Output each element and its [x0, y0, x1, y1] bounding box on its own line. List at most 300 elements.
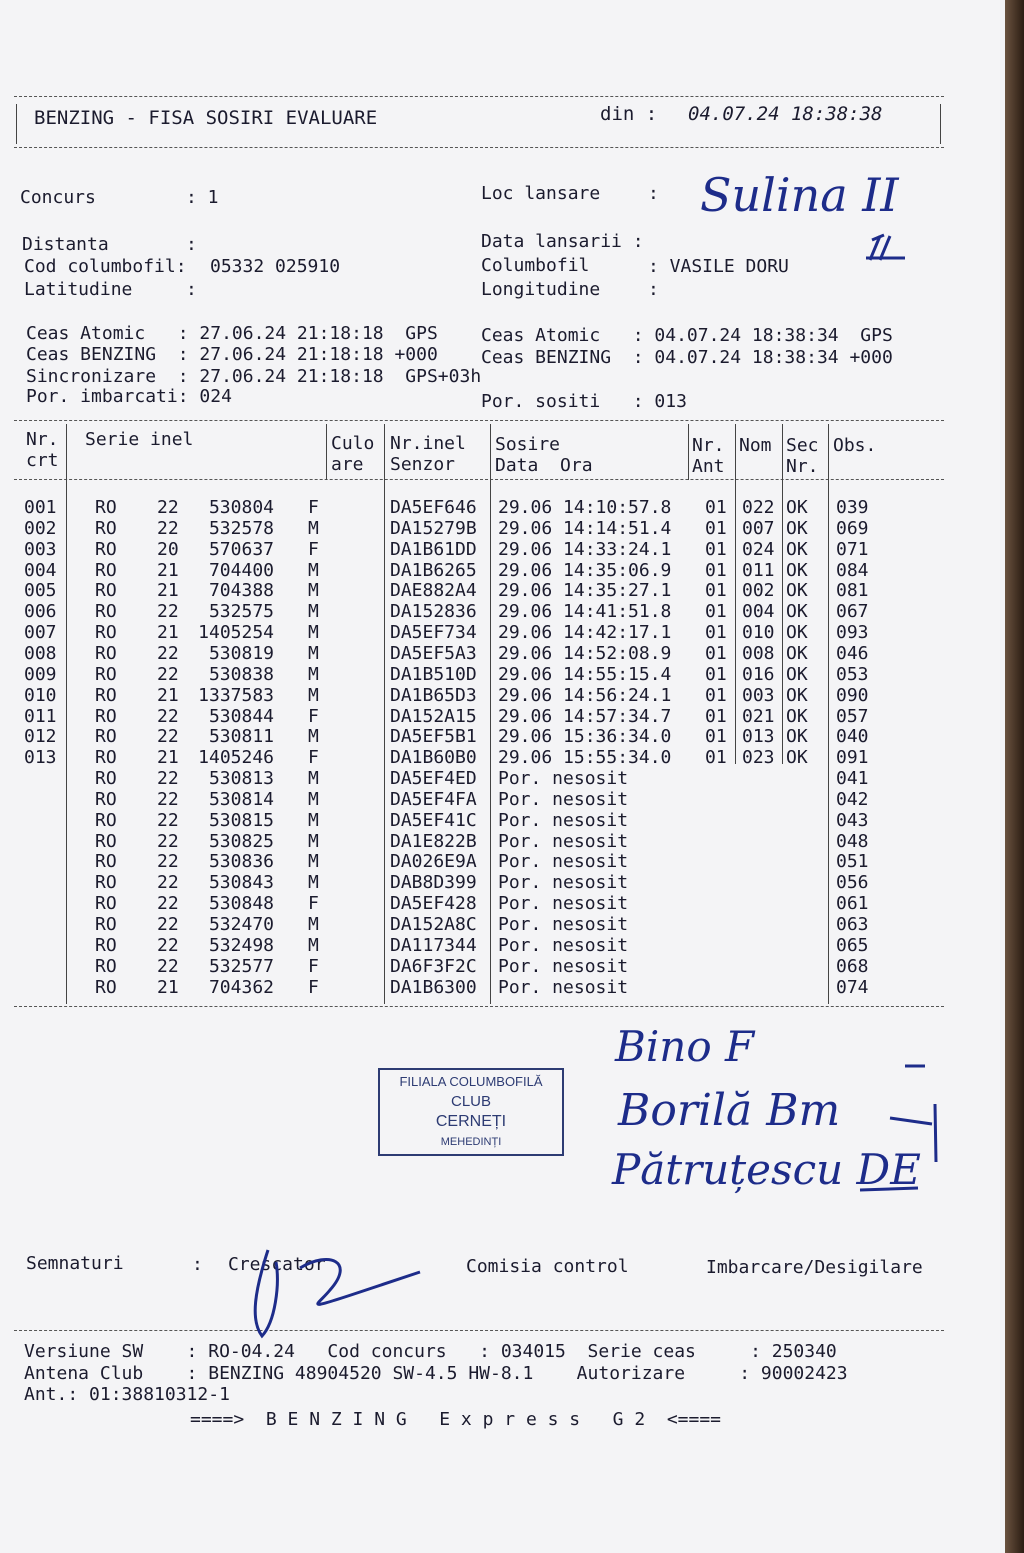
cell-country: RO	[95, 976, 117, 998]
ceas-benzing-left: Ceas BENZING : 27.06.24 21:18:18 +000	[26, 344, 438, 365]
cod-columbofil-label: Cod columbofil:	[24, 256, 187, 277]
cell-sensor: DAB8D399	[390, 872, 477, 894]
cell-ant: 01	[705, 622, 727, 644]
cell-year: 22	[157, 809, 179, 831]
table-row	[0, 747, 1000, 768]
cell-sex: M	[308, 768, 319, 790]
sincronizare: Sincronizare : 27.06.24 21:18:18 GPS+03h	[26, 366, 482, 387]
cell-sex: F	[308, 976, 319, 998]
cell-sosire: Por. nesosit	[498, 768, 629, 790]
cell-ant: 01	[705, 642, 727, 664]
cell-sensor: DA1E822B	[390, 830, 477, 852]
cell-ant: 01	[705, 601, 727, 623]
cell-country: RO	[95, 872, 117, 894]
cell-sosire: 29.06 14:41:51.8	[498, 601, 672, 623]
cell-obs: 057	[836, 705, 869, 727]
col-header-ant: Ant	[692, 456, 725, 477]
cell-nom: 002	[742, 580, 775, 602]
cell-country: RO	[95, 893, 117, 915]
cell-ring: 530848	[208, 893, 274, 915]
cell-sosire: 29.06 14:55:15.4	[498, 663, 672, 685]
cell-year: 22	[157, 830, 179, 852]
table-row	[0, 643, 1000, 664]
cell-obs: 081	[836, 580, 869, 602]
cell-sensor: DAE882A4	[390, 580, 477, 602]
cell-sensor: DA5EF734	[390, 622, 477, 644]
comisia-label: Comisia control	[466, 1256, 629, 1277]
col-header-secnr: Nr.	[786, 456, 819, 477]
cell-sex: M	[308, 809, 319, 831]
cell-year: 22	[157, 705, 179, 727]
cell-crt: 005	[24, 580, 57, 602]
footer-brand: ====> B E N Z I N G E x p r e s s G 2 <====	[190, 1409, 722, 1430]
cell-crt: 010	[24, 684, 57, 706]
cell-sosire: Por. nesosit	[498, 851, 629, 873]
cell-year: 21	[157, 622, 179, 644]
cell-country: RO	[95, 851, 117, 873]
cell-sosire: 29.06 14:52:08.9	[498, 642, 672, 664]
table-row	[0, 560, 1000, 581]
cell-sensor: DA5EF41C	[390, 809, 477, 831]
cell-ring: 532575	[208, 601, 274, 623]
cell-ring: 570637	[208, 538, 274, 560]
cell-country: RO	[95, 809, 117, 831]
stamp-line-4: MEHEDINȚI	[440, 1136, 502, 1148]
cell-sec: OK	[786, 601, 808, 623]
cell-ring: 530811	[208, 726, 274, 748]
cell-sensor: DA5EF4ED	[390, 768, 477, 790]
cell-nom: 023	[742, 747, 775, 769]
col-header-nrinel: Nr.inel	[390, 433, 466, 454]
table-row	[0, 601, 1000, 622]
cell-sosire: 29.06 14:33:24.1	[498, 538, 672, 560]
concurs-value: : 1	[186, 187, 219, 208]
cell-sec: OK	[786, 747, 808, 769]
cell-country: RO	[95, 663, 117, 685]
cell-obs: 043	[836, 809, 869, 831]
table-row	[0, 768, 1000, 789]
cell-country: RO	[95, 768, 117, 790]
cell-country: RO	[95, 726, 117, 748]
cell-sosire: 29.06 15:36:34.0	[498, 726, 672, 748]
cell-sosire: 29.06 14:35:06.9	[498, 559, 672, 581]
cell-sex: F	[308, 747, 319, 769]
por-sositi: Por. sositi : 013	[481, 391, 687, 412]
cell-obs: 093	[836, 622, 869, 644]
cell-sec: OK	[786, 705, 808, 727]
cell-obs: 069	[836, 517, 869, 539]
cell-sosire: 29.06 14:42:17.1	[498, 622, 672, 644]
table-bottom-rule	[14, 1006, 944, 1007]
cell-sex: M	[308, 622, 319, 644]
imbarcare-label: Imbarcare/Desigilare	[706, 1257, 923, 1278]
cell-year: 22	[157, 663, 179, 685]
cell-sosire: Por. nesosit	[498, 872, 629, 894]
cell-sosire: 29.06 14:10:57.8	[498, 497, 672, 518]
underline-stroke	[866, 235, 905, 260]
cell-year: 22	[157, 726, 179, 748]
table-row	[0, 580, 1000, 601]
cell-obs: 091	[836, 747, 869, 769]
cell-ring: 704400	[208, 559, 274, 581]
cell-country: RO	[95, 601, 117, 623]
cell-country: RO	[95, 914, 117, 935]
cell-ring: 532470	[208, 914, 274, 935]
cell-year: 21	[157, 684, 179, 706]
cell-country: RO	[95, 788, 117, 810]
cell-year: 22	[157, 934, 179, 956]
table-row	[0, 893, 1000, 914]
cell-country: RO	[95, 622, 117, 644]
cell-crt: 003	[24, 538, 57, 560]
cell-ring: 530819	[208, 642, 274, 664]
cell-obs: 067	[836, 601, 869, 623]
cell-sex: M	[308, 517, 319, 539]
longitudine-label: Longitudine	[481, 279, 601, 300]
col-header-serie: Serie inel	[85, 429, 194, 450]
cell-ant: 01	[705, 580, 727, 602]
cell-ring: 704388	[208, 580, 274, 602]
cell-obs: 063	[836, 914, 869, 935]
cell-crt: 008	[24, 642, 57, 664]
cell-ring: 704362	[208, 976, 274, 998]
cell-sex: F	[308, 893, 319, 915]
cell-crt: 009	[24, 663, 57, 685]
cell-sensor: DA5EF5A3	[390, 642, 477, 664]
ceas-atomic-right: Ceas Atomic : 04.07.24 18:38:34 GPS	[481, 325, 893, 346]
cell-ant: 01	[705, 538, 727, 560]
cell-ant: 01	[705, 726, 727, 748]
cell-sensor: DA1B6265	[390, 559, 477, 581]
cell-nom: 004	[742, 601, 775, 623]
cell-sosire: Por. nesosit	[498, 809, 629, 831]
sheet-title: BENZING - FISA SOSIRI EVALUARE	[34, 107, 378, 129]
cell-sensor: DA6F3F2C	[390, 955, 477, 977]
table-row	[0, 539, 1000, 560]
handwritten-name-3: Pătruțescu DE	[612, 1145, 921, 1194]
table-row	[0, 851, 1000, 872]
cell-ring: 530844	[208, 705, 274, 727]
cell-country: RO	[95, 642, 117, 664]
concurs-label: Concurs	[20, 187, 96, 208]
por-imbarcati: Por. imbarcati: 024	[26, 386, 232, 407]
col-header-obs: Obs.	[833, 435, 877, 456]
table-row	[0, 497, 1000, 518]
cell-year: 21	[157, 559, 179, 581]
cell-sensor: DA5EF646	[390, 497, 477, 518]
col-header-crt: crt	[26, 450, 59, 471]
cell-sec: OK	[786, 559, 808, 581]
cell-crt: 002	[24, 517, 57, 539]
cell-sosire: 29.06 14:56:24.1	[498, 684, 672, 706]
semnaturi-label: Semnaturi	[26, 1253, 124, 1274]
col-header-are: are	[331, 454, 364, 475]
cell-obs: 056	[836, 872, 869, 894]
cell-obs: 090	[836, 684, 869, 706]
cell-nom: 007	[742, 517, 775, 539]
cell-country: RO	[95, 747, 117, 769]
cell-sensor: DA15279B	[390, 517, 477, 539]
cell-year: 22	[157, 497, 179, 518]
cell-year: 22	[157, 788, 179, 810]
cell-ring: 1405246	[198, 747, 274, 769]
col-header-dataora: Data Ora	[495, 455, 593, 476]
cell-crt: 013	[24, 747, 57, 769]
cell-year: 22	[157, 955, 179, 977]
cell-nom: 021	[742, 705, 775, 727]
cell-sec: OK	[786, 497, 808, 518]
cell-ring: 530825	[208, 830, 274, 852]
cell-sensor: DA152A15	[390, 705, 477, 727]
cell-sensor: DA1B65D3	[390, 684, 477, 706]
cell-obs: 061	[836, 893, 869, 915]
distanta-colon: :	[186, 234, 197, 255]
distanta-label: Distanta	[22, 234, 109, 255]
cod-columbofil-value: 05332 025910	[210, 256, 341, 277]
table-top-rule	[14, 420, 944, 421]
cell-country: RO	[95, 559, 117, 581]
cell-sex: M	[308, 559, 319, 581]
loc-lansare-handwritten: Sulina II	[700, 168, 899, 222]
cell-ring: 530815	[208, 809, 274, 831]
cell-nom: 011	[742, 559, 775, 581]
cell-sensor: DA5EF5B1	[390, 726, 477, 748]
cell-sosire: Por. nesosit	[498, 955, 629, 977]
col-line-5-head	[688, 424, 689, 480]
cell-crt: 007	[24, 622, 57, 644]
cell-nom: 022	[742, 497, 775, 518]
header-top-rule	[14, 96, 944, 97]
cell-sex: F	[308, 538, 319, 560]
columbofil-label: Columbofil	[481, 255, 590, 276]
cell-sosire: Por. nesosit	[498, 788, 629, 810]
cell-nom: 003	[742, 684, 775, 706]
cell-ring: 1337583	[198, 684, 274, 706]
cell-sosire: 29.06 14:35:27.1	[498, 580, 672, 602]
cell-nom: 016	[742, 663, 775, 685]
cell-ring: 532578	[208, 517, 274, 539]
handwritten-name-1: Bino F	[615, 1022, 755, 1071]
cell-year: 22	[157, 768, 179, 790]
club-stamp	[378, 1068, 564, 1156]
cell-sec: OK	[786, 663, 808, 685]
col-line-2-head	[326, 424, 327, 480]
cell-sensor: DA1B510D	[390, 663, 477, 685]
cell-country: RO	[95, 934, 117, 956]
cell-year: 22	[157, 601, 179, 623]
cell-sosire: 29.06 14:57:34.7	[498, 705, 672, 727]
cell-year: 22	[157, 642, 179, 664]
cell-year: 22	[157, 872, 179, 894]
din-label: din :	[600, 103, 658, 125]
cell-sex: M	[308, 830, 319, 852]
cell-sosire: 29.06 15:55:34.0	[498, 747, 672, 769]
cell-nom: 008	[742, 642, 775, 664]
cell-year: 21	[157, 747, 179, 769]
din-value: 04.07.24 18:38:38	[688, 103, 883, 125]
cell-sensor: DA5EF428	[390, 893, 477, 915]
cell-ant: 01	[705, 705, 727, 727]
cell-year: 20	[157, 538, 179, 560]
cell-year: 22	[157, 517, 179, 539]
cell-ring: 532577	[208, 955, 274, 977]
col-header-nr: Nr.	[26, 429, 59, 450]
cell-year: 22	[157, 914, 179, 935]
header-left-border	[16, 104, 17, 144]
stamp-line-3: CERNEȚI	[435, 1113, 507, 1130]
cell-country: RO	[95, 705, 117, 727]
table-row	[0, 518, 1000, 539]
cell-obs: 042	[836, 788, 869, 810]
cell-obs: 053	[836, 663, 869, 685]
table-row	[0, 977, 1000, 998]
cell-sex: M	[308, 663, 319, 685]
cell-year: 21	[157, 580, 179, 602]
cell-obs: 051	[836, 851, 869, 873]
table-row	[0, 726, 1000, 747]
stamp-line-2: CLUB	[450, 1093, 491, 1110]
cell-sec: OK	[786, 538, 808, 560]
table-row	[0, 685, 1000, 706]
loc-lansare-colon: :	[648, 183, 659, 204]
table-row	[0, 706, 1000, 727]
cell-ring: 530814	[208, 788, 274, 810]
table-header-rule	[14, 479, 944, 480]
cell-year: 21	[157, 976, 179, 998]
footer-rule	[14, 1330, 944, 1331]
cell-country: RO	[95, 955, 117, 977]
latitudine-colon: :	[186, 279, 197, 300]
cell-obs: 068	[836, 955, 869, 977]
cell-obs: 084	[836, 559, 869, 581]
cell-ant: 01	[705, 497, 727, 518]
cell-sensor: DA1B60B0	[390, 747, 477, 769]
stamp-line-1: FILIALA COLUMBOFILĂ	[399, 1074, 543, 1089]
cell-country: RO	[95, 684, 117, 706]
cell-obs: 065	[836, 934, 869, 956]
handwritten-name-2: Borilă Bm	[618, 1085, 841, 1136]
table-row	[0, 810, 1000, 831]
cell-sex: M	[308, 726, 319, 748]
cell-sec: OK	[786, 580, 808, 602]
cell-sex: M	[308, 872, 319, 894]
cell-sec: OK	[786, 517, 808, 539]
table-row	[0, 872, 1000, 893]
cell-sosire: 29.06 14:14:51.4	[498, 517, 672, 539]
table-row	[0, 935, 1000, 956]
cell-nom: 010	[742, 622, 775, 644]
loc-lansare-label: Loc lansare	[481, 183, 601, 204]
col-header-culo: Culo	[331, 433, 375, 454]
cell-crt: 012	[24, 726, 57, 748]
footer-antena: Antena Club : BENZING 48904520 SW-4.5 HW-8.1 Autorizare : 90002423	[24, 1363, 848, 1384]
semnaturi-colon: :	[192, 1254, 203, 1275]
cell-sex: F	[308, 955, 319, 977]
cell-year: 22	[157, 893, 179, 915]
columbofil-value: : VASILE DORU	[648, 256, 789, 277]
cell-ring: 1405254	[198, 622, 274, 644]
table-row	[0, 789, 1000, 810]
cell-obs: 039	[836, 497, 869, 518]
cell-sensor: DA1B61DD	[390, 538, 477, 560]
cell-sosire: Por. nesosit	[498, 934, 629, 956]
cell-ring: 530843	[208, 872, 274, 894]
table-row	[0, 914, 1000, 935]
col-header-nom: Nom	[739, 435, 772, 456]
latitudine-label: Latitudine	[24, 279, 133, 300]
cell-obs: 040	[836, 726, 869, 748]
cell-ant: 01	[705, 517, 727, 539]
table-row	[0, 664, 1000, 685]
cell-obs: 071	[836, 538, 869, 560]
cell-ant: 01	[705, 684, 727, 706]
cell-obs: 041	[836, 768, 869, 790]
header-right-border	[940, 104, 941, 144]
ceas-benzing-right: Ceas BENZING : 04.07.24 18:38:34 +000	[481, 347, 893, 368]
cell-sosire: Por. nesosit	[498, 914, 629, 935]
cell-sec: OK	[786, 684, 808, 706]
cell-country: RO	[95, 497, 117, 518]
col-header-senzor: Senzor	[390, 454, 456, 475]
cell-ring: 532498	[208, 934, 274, 956]
cell-crt: 011	[24, 705, 57, 727]
footer-ant: Ant.: 01:38810312-1	[24, 1384, 230, 1405]
ceas-atomic-left: Ceas Atomic : 27.06.24 21:18:18 GPS	[26, 323, 438, 344]
cell-ring: 530836	[208, 851, 274, 873]
table-row	[0, 622, 1000, 643]
cell-ant: 01	[705, 747, 727, 769]
cell-obs: 046	[836, 642, 869, 664]
header-bottom-rule	[14, 147, 944, 148]
cell-sensor: DA152A8C	[390, 914, 477, 935]
cell-sex: F	[308, 705, 319, 727]
cell-country: RO	[95, 538, 117, 560]
cell-crt: 006	[24, 601, 57, 623]
cell-obs: 074	[836, 976, 869, 998]
cell-sec: OK	[786, 622, 808, 644]
col-header-sosire: Sosire	[495, 434, 561, 455]
cell-sex: M	[308, 788, 319, 810]
cell-crt: 004	[24, 559, 57, 581]
cell-sex: M	[308, 580, 319, 602]
table-row	[0, 831, 1000, 852]
cell-sex: M	[308, 851, 319, 873]
cell-ant: 01	[705, 663, 727, 685]
cell-sensor: DA117344	[390, 934, 477, 956]
cell-sex: M	[308, 934, 319, 956]
cell-sosire: Por. nesosit	[498, 976, 629, 998]
cell-sex: M	[308, 684, 319, 706]
cell-obs: 048	[836, 830, 869, 852]
cell-ring: 530804	[208, 497, 274, 518]
cell-sosire: Por. nesosit	[498, 893, 629, 915]
cell-sec: OK	[786, 642, 808, 664]
cell-sec: OK	[786, 726, 808, 748]
cell-ant: 01	[705, 559, 727, 581]
cell-sex: M	[308, 601, 319, 623]
cell-nom: 013	[742, 726, 775, 748]
cell-sex: M	[308, 914, 319, 935]
cell-country: RO	[95, 580, 117, 602]
table-row	[0, 956, 1000, 977]
cell-sex: F	[308, 497, 319, 518]
cell-year: 22	[157, 851, 179, 873]
cell-country: RO	[95, 517, 117, 539]
cell-sensor: DA1B6300	[390, 976, 477, 998]
col-header-sec: Sec	[786, 435, 819, 456]
col-header-nrant: Nr.	[692, 435, 725, 456]
cell-sensor: DA5EF4FA	[390, 788, 477, 810]
